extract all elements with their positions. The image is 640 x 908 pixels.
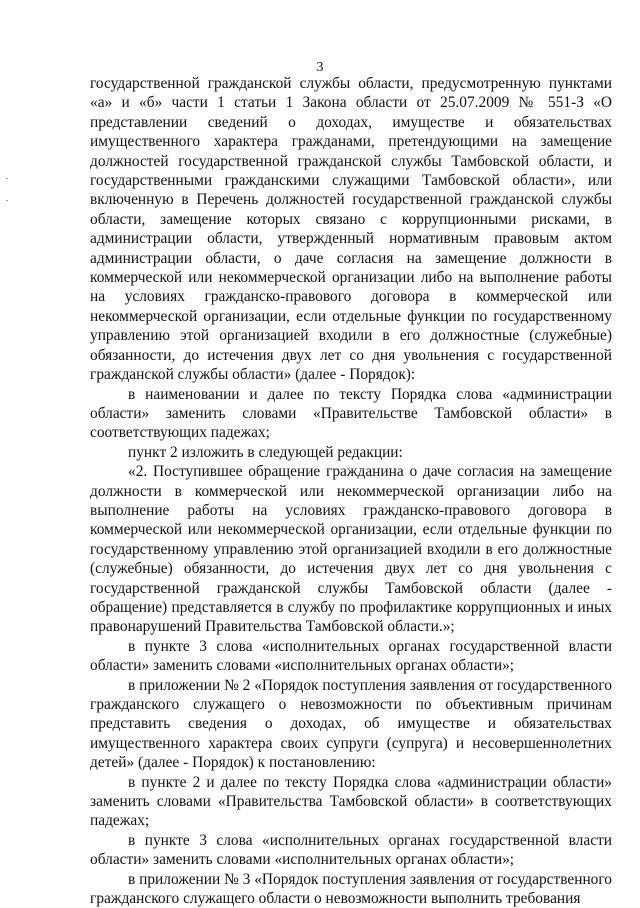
paragraph: пункт 2 изложить в следующей редакции:: [128, 443, 403, 461]
paragraph: в пункте 3 слова «исполнительных органах государственной власти области» заменить словами «исполнительных органах области»;: [90, 831, 612, 869]
paragraph: государственной гражданской службы области, предусмотренную пунктами «а» и «б» части 1 статьи 1 Закона области от 25.07.2009 № 551-З «О представлении сведений о доходах, имуществе и обязательствах имущественного характера гражданами, претендующими на замещение должностей государственной гражданской службы Тамбовской области, и государственными гражданскими служащими Тамбовской области», или включенную в Перечень должностей государственной гражданской службы области, замещение которых связано с коррупционными рисками, в администрации области, утвержденный нормативным правовым актом администрации области, о даче согласия на замещение должности в коммерческой или некоммерческой организации либо на выполнение работы на условиях гражданско-правового договора в коммерческой или некоммерческой организации, если отдельные функции по государственному управлению этой организацией входили в его должностные (служебные) обязанности, до истечения двух лет со дня увольнения с государственной гражданской службы области» (далее - Порядок):: [90, 75, 612, 384]
margin-mark: [6, 178, 8, 179]
page-number: 3: [316, 60, 324, 75]
paragraph: «2. Поступившее обращение гражданина о даче согласия на замещение должности в коммерческой или некоммерческой организации либо на выполнение работы на условиях гражданско-правового договора в коммерческой или некоммерческой организации, если отдельные функции по государственному управлению этой организацией входили в его должностные (служебные) обязанности, до истечения двух лет со дня увольнения с государственной гражданской службы Тамбовской области (далее - обращение) представляется в службу по профилактике коррупционных и иных правонарушений Правительства Тамбовской области.»;: [90, 463, 612, 636]
paragraph: в приложении № 3 «Порядок поступления заявления от государственного гражданского служащего области о невозможности выполнить требования: [90, 870, 612, 908]
paragraph: в наименовании и далее по тексту Порядка слова «администрации области» заменить словами «Правительстве Тамбовской области» в соответствующих падежах;: [90, 385, 612, 442]
paragraph: в приложении № 2 «Порядок поступления заявления от государственного гражданского служащего о невозможности по объективным причинам представить сведения о доходах, об имуществе и обязательствах имущественного характера своих супруги (супруга) и несовершеннолетних детей» (далее - Порядок) к постановлению:: [90, 676, 612, 772]
document-body: [90, 74, 612, 908]
paragraph: в пункте 3 слова «исполнительных органах государственной власти области» заменить словами «исполнительных органах области»;: [90, 637, 612, 675]
margin-mark: [6, 200, 8, 201]
paragraph: в пункте 2 и далее по тексту Порядка слова «администрации области» заменить словами «Правительства Тамбовской области» в соответствующих падежах;: [90, 773, 612, 830]
